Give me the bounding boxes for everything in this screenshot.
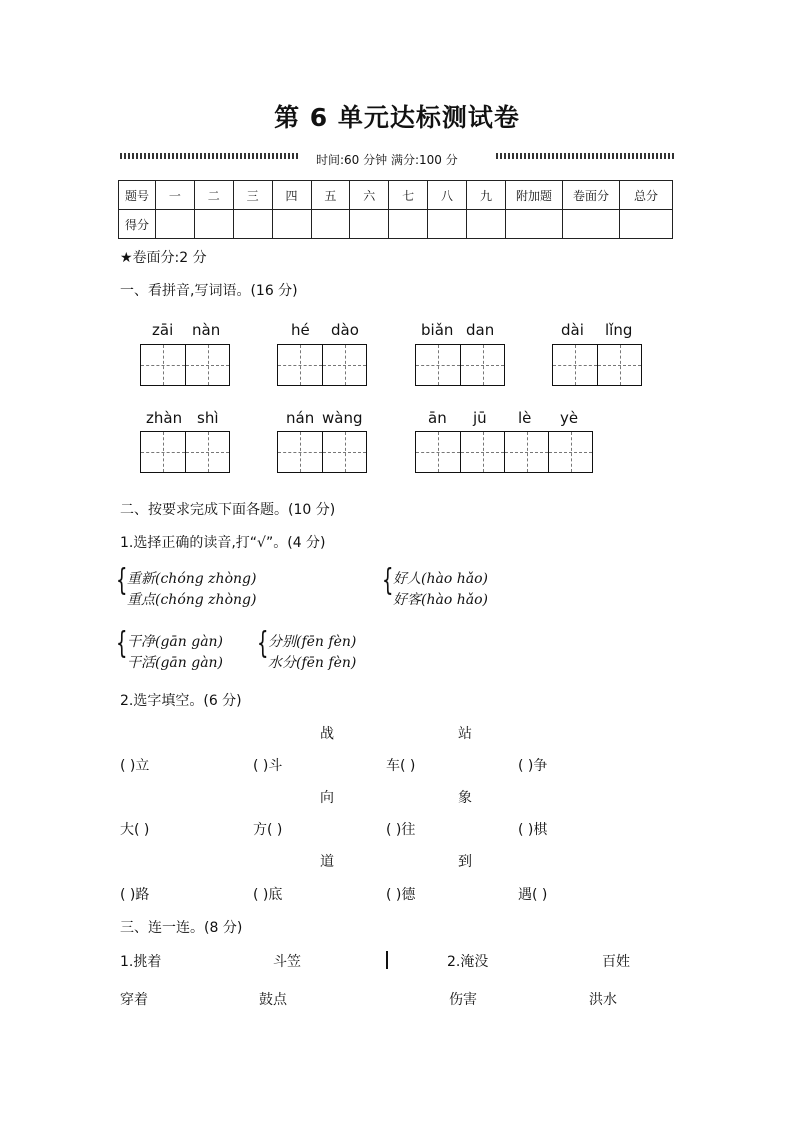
pinyin: lè	[518, 409, 532, 427]
pinyin: nàn	[192, 321, 221, 339]
score-header-cell: 二	[194, 181, 233, 210]
exam-meta: 时间:60 分钟 满分:100 分	[316, 153, 458, 167]
score-table-header-row	[119, 181, 673, 210]
reading-option[interactable]: 分别(fēn fèn)	[268, 634, 357, 650]
brace: {	[257, 626, 269, 661]
candidate-char: 战	[320, 726, 334, 742]
pinyin: lǐng	[605, 321, 633, 339]
match-item[interactable]: 伤害	[449, 992, 477, 1008]
pinyin: dài	[561, 321, 584, 339]
score-header-cell: 总分	[620, 181, 673, 210]
brace: {	[116, 563, 128, 598]
pinyin: zhàn	[146, 409, 183, 427]
match-item[interactable]: 穿着	[120, 992, 148, 1008]
section-1-heading: 一、看拼音,写词语。(16 分)	[120, 283, 298, 299]
pinyin: jū	[473, 409, 487, 427]
score-row-label: 得分	[119, 210, 156, 239]
reading-option[interactable]: 好人(hào hǎo)	[393, 571, 488, 587]
pinyin: dan	[466, 321, 495, 339]
pinyin: hé	[291, 321, 310, 339]
section-2-heading: 二、按要求完成下面各题。(10 分)	[120, 502, 336, 518]
fill-blank[interactable]: ( )往	[386, 822, 416, 838]
match-item[interactable]: 2.淹没	[447, 954, 489, 970]
score-input-cell[interactable]	[233, 210, 272, 239]
score-header-cell: 三	[233, 181, 272, 210]
brace: {	[382, 563, 394, 598]
score-input-cell[interactable]	[563, 210, 620, 239]
fill-blank[interactable]: ( )路	[120, 887, 150, 903]
fill-blank[interactable]: ( )斗	[253, 758, 283, 774]
writing-grid[interactable]	[552, 344, 642, 386]
pinyin: yè	[560, 409, 579, 427]
fill-blank[interactable]: 车( )	[386, 758, 416, 774]
decorative-wave-right	[496, 153, 674, 159]
score-header-cell: 四	[272, 181, 311, 210]
match-item[interactable]: 1.挑着	[120, 954, 162, 970]
score-header-cell: 一	[156, 181, 195, 210]
score-input-cell[interactable]	[156, 210, 195, 239]
reading-option[interactable]: 重点(chóng zhòng)	[127, 592, 257, 608]
fill-blank[interactable]: ( )棋	[518, 822, 548, 838]
match-item[interactable]: 百姓	[602, 954, 630, 970]
fill-blank[interactable]: ( )德	[386, 887, 416, 903]
fill-blank[interactable]: ( )争	[518, 758, 548, 774]
match-item[interactable]: 洪水	[589, 992, 617, 1008]
score-header-cell: 题号	[119, 181, 156, 210]
candidate-char: 到	[458, 854, 472, 870]
reading-option[interactable]: 干活(gān gàn)	[127, 655, 224, 671]
reading-option[interactable]: 水分(fēn fèn)	[268, 655, 357, 671]
score-header-cell: 六	[350, 181, 389, 210]
writing-grid[interactable]	[415, 344, 505, 386]
pinyin: biǎn	[421, 321, 454, 339]
pinyin: zāi	[152, 321, 174, 339]
fill-blank[interactable]: ( )立	[120, 758, 150, 774]
pinyin: dào	[331, 321, 359, 339]
score-header-cell: 八	[428, 181, 467, 210]
pinyin: shì	[197, 409, 219, 427]
candidate-char: 向	[320, 790, 334, 806]
match-item[interactable]: 鼓点	[259, 992, 287, 1008]
score-header-cell: 卷面分	[563, 181, 620, 210]
brace: {	[116, 626, 128, 661]
writing-grid[interactable]	[140, 431, 230, 473]
score-input-cell[interactable]	[350, 210, 389, 239]
section-3-heading: 三、连一连。(8 分)	[120, 920, 243, 936]
score-input-cell[interactable]	[428, 210, 467, 239]
score-input-cell[interactable]	[467, 210, 506, 239]
pinyin: wàng	[322, 409, 363, 427]
score-table-score-row	[119, 210, 673, 239]
decorative-wave-left	[120, 153, 298, 159]
writing-grid[interactable]	[140, 344, 230, 386]
fill-blank[interactable]: ( )底	[253, 887, 283, 903]
score-input-cell[interactable]	[389, 210, 428, 239]
fill-blank[interactable]: 遇( )	[518, 887, 548, 903]
score-header-cell: 七	[389, 181, 428, 210]
neat-score-note: ★卷面分:2 分	[120, 250, 207, 266]
writing-grid[interactable]	[277, 344, 367, 386]
column-divider	[386, 951, 388, 969]
score-header-cell: 附加题	[506, 181, 563, 210]
candidate-char: 象	[458, 790, 472, 806]
score-header-cell: 九	[467, 181, 506, 210]
score-input-cell[interactable]	[194, 210, 233, 239]
score-header-cell: 五	[311, 181, 350, 210]
pinyin: nán	[286, 409, 315, 427]
fill-blank[interactable]: 方( )	[253, 822, 283, 838]
score-input-cell[interactable]	[311, 210, 350, 239]
reading-option[interactable]: 重新(chóng zhòng)	[127, 571, 257, 587]
score-table	[118, 180, 673, 239]
page-title: 第 6 单元达标测试卷	[274, 103, 520, 132]
reading-option[interactable]: 干净(gān gàn)	[127, 634, 224, 650]
question-2-1: 1.选择正确的读音,打“√”。(4 分)	[120, 535, 326, 551]
fill-blank[interactable]: 大( )	[120, 822, 150, 838]
question-2-2: 2.选字填空。(6 分)	[120, 693, 242, 709]
match-item[interactable]: 斗笠	[273, 954, 301, 970]
reading-option[interactable]: 好客(hào hǎo)	[393, 592, 488, 608]
score-input-cell[interactable]	[620, 210, 673, 239]
writing-grid[interactable]	[415, 431, 593, 473]
score-input-cell[interactable]	[272, 210, 311, 239]
candidate-char: 道	[320, 854, 334, 870]
candidate-char: 站	[458, 726, 472, 742]
writing-grid[interactable]	[277, 431, 367, 473]
score-input-cell[interactable]	[506, 210, 563, 239]
pinyin: ān	[428, 409, 447, 427]
